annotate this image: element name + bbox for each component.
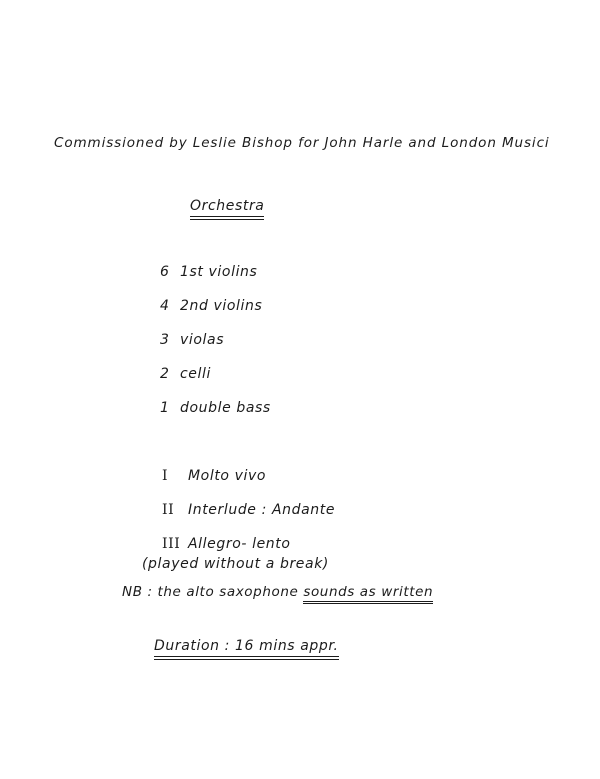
movement-numeral: II bbox=[162, 502, 175, 518]
movement-row bbox=[162, 468, 266, 484]
movement-note: (played without a break) bbox=[142, 556, 329, 572]
instrument-count: 2 bbox=[160, 366, 170, 382]
movement-title: Allegro- lento bbox=[188, 536, 291, 552]
instrument-row bbox=[160, 332, 224, 348]
orchestra-heading: Orchestra bbox=[190, 198, 264, 217]
instrument-row bbox=[160, 264, 257, 280]
instrument-row bbox=[160, 400, 271, 416]
instrument-name: celli bbox=[180, 366, 211, 382]
instrument-name: 2nd violins bbox=[180, 298, 263, 314]
instrument-count: 3 bbox=[160, 332, 170, 348]
instrument-name: violas bbox=[180, 332, 225, 348]
instrument-name: 1st violins bbox=[180, 264, 258, 280]
instrument-name: double bass bbox=[180, 400, 271, 416]
movement-title: Interlude : Andante bbox=[188, 502, 336, 518]
instrument-row bbox=[160, 298, 262, 314]
movement-row bbox=[162, 502, 335, 518]
commission-line: Commissioned by Leslie Bishop for John Harle and London Musici bbox=[54, 135, 550, 151]
instrument-row bbox=[160, 366, 211, 382]
nb-underlined: sounds as written bbox=[303, 584, 434, 600]
instrument-count: 1 bbox=[160, 400, 170, 416]
instrument-count: 4 bbox=[160, 298, 170, 314]
movement-row bbox=[162, 536, 291, 552]
nb-note bbox=[122, 584, 433, 602]
movement-title: Molto vivo bbox=[188, 468, 267, 484]
movement-numeral: III bbox=[162, 536, 181, 552]
duration-line: Duration : 16 mins appr. bbox=[154, 638, 339, 657]
nb-prefix: NB : the alto saxophone bbox=[122, 584, 299, 600]
movement-numeral: I bbox=[162, 468, 169, 484]
instrument-count: 6 bbox=[160, 264, 170, 280]
